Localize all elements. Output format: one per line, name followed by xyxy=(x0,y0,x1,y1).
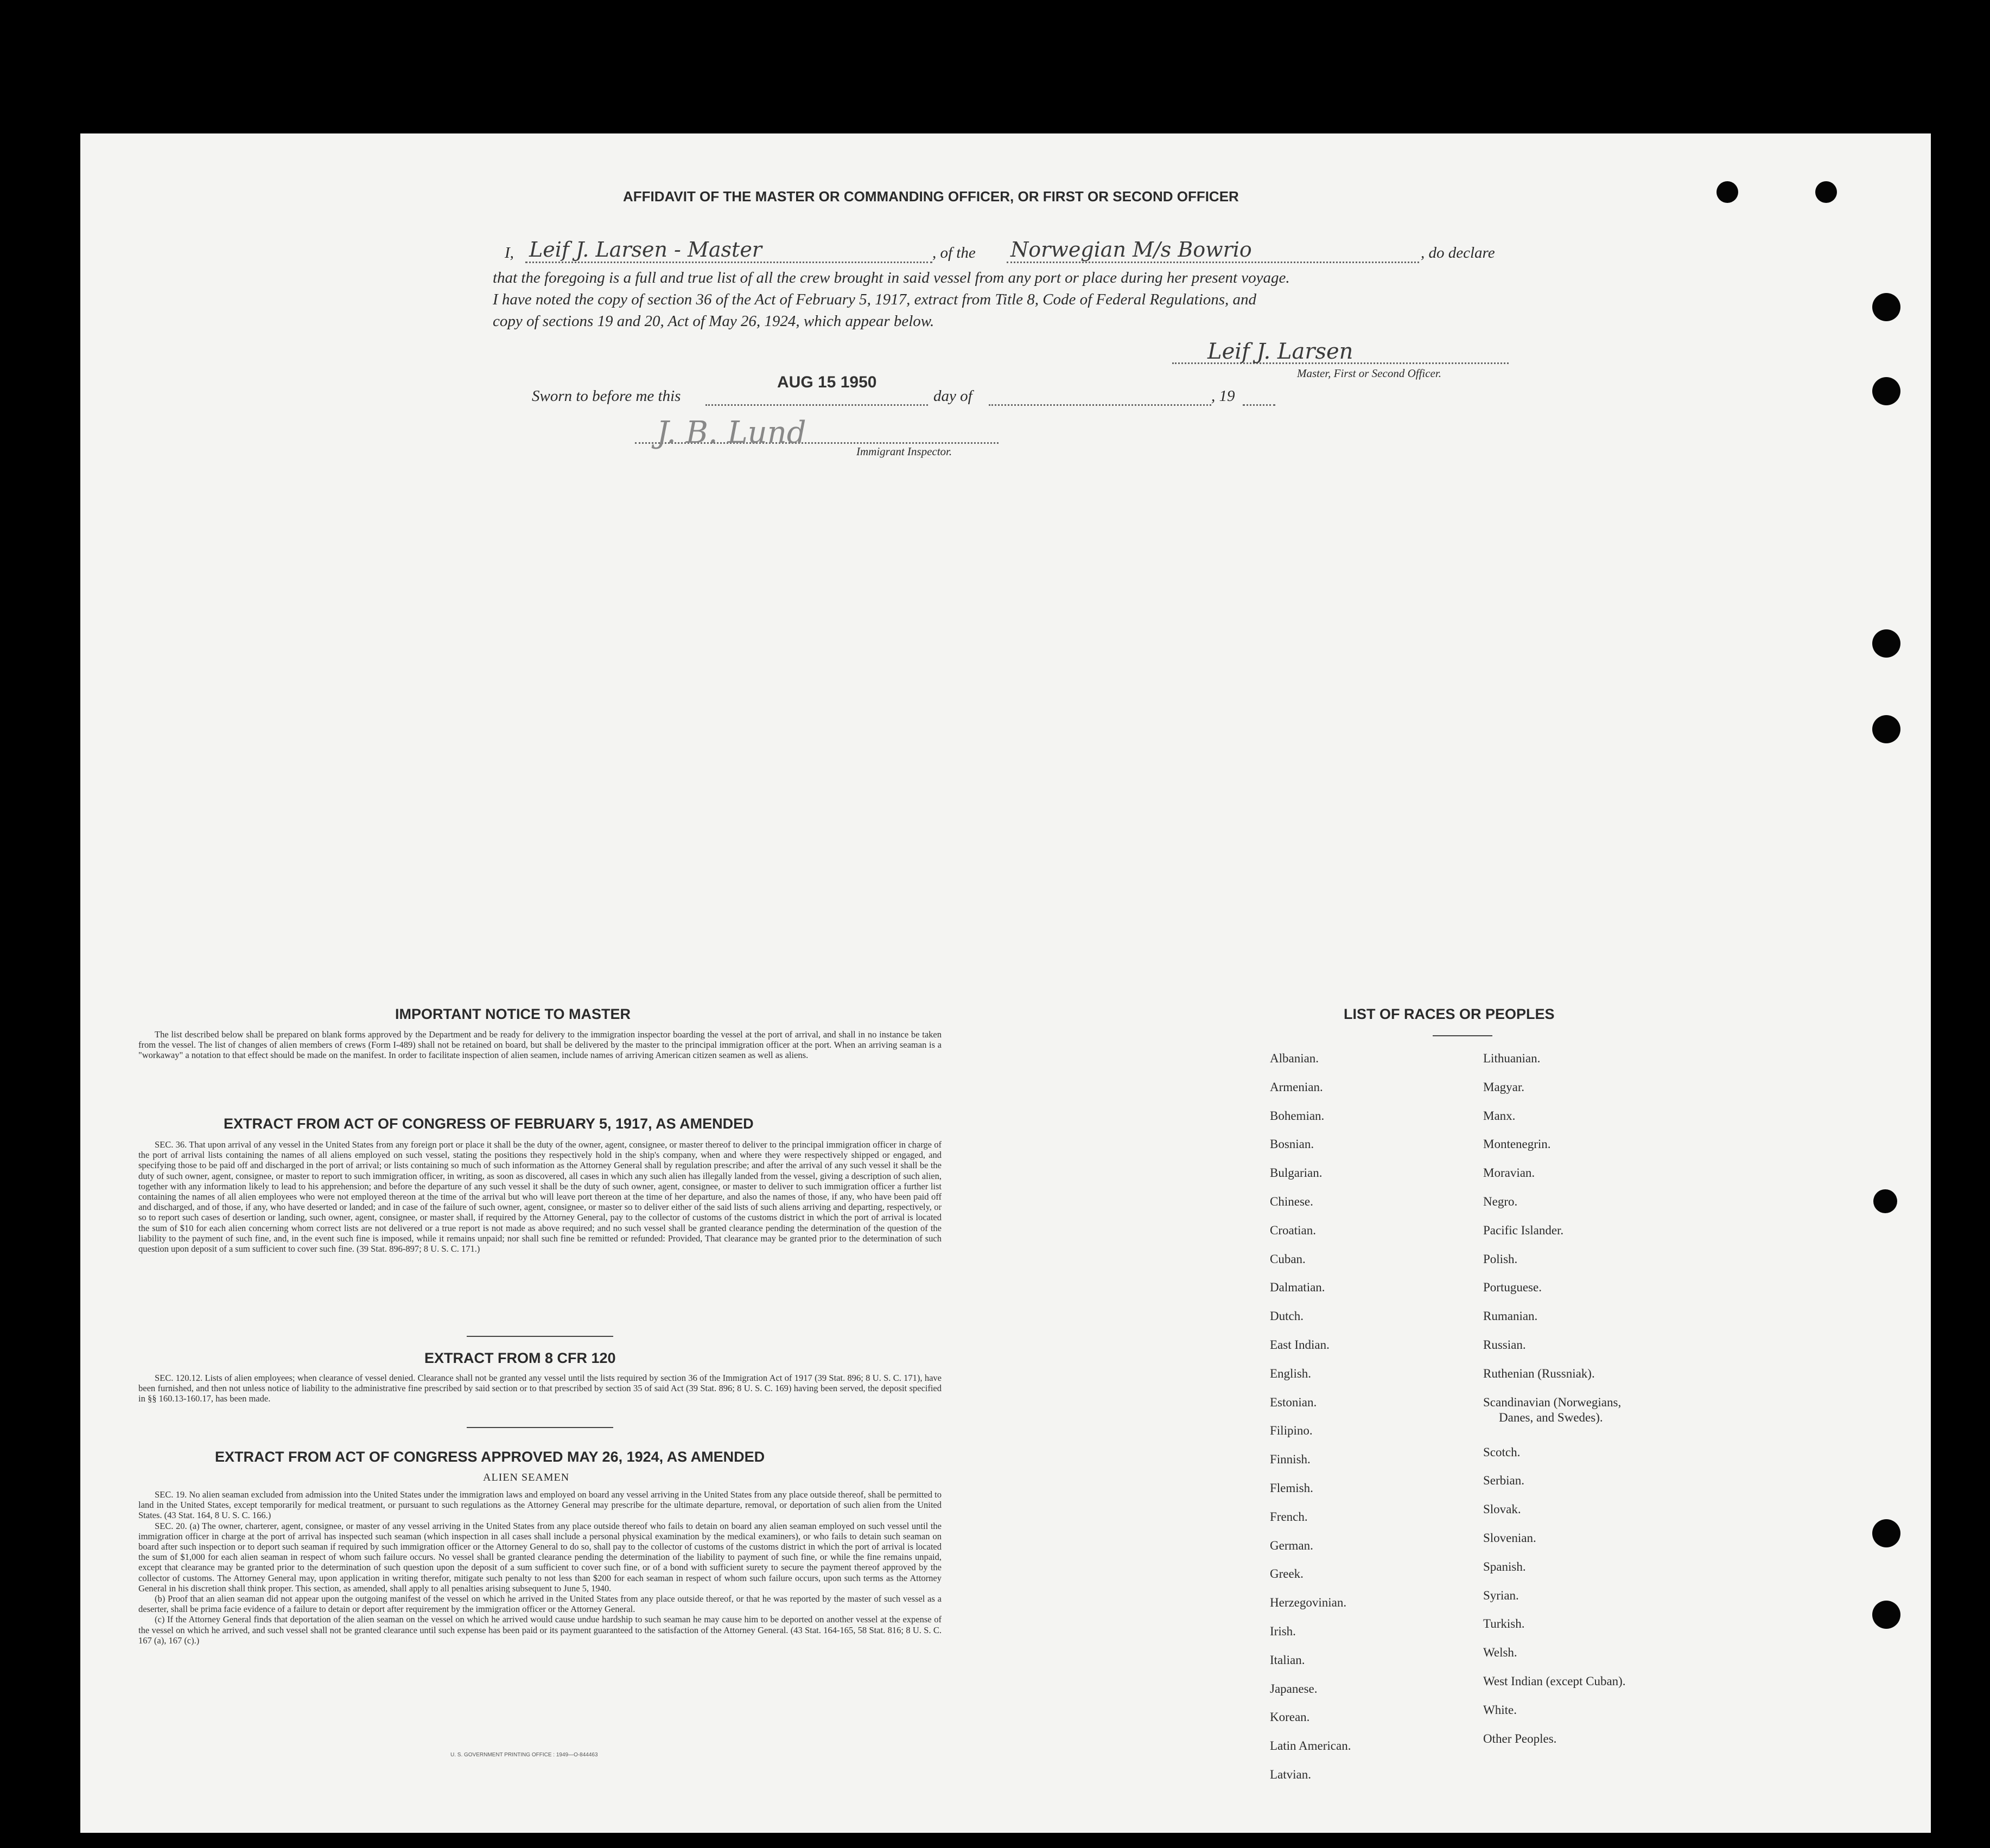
race-item: German. xyxy=(1270,1539,1313,1552)
sworn-month-line xyxy=(989,404,1211,406)
extract-1917-title: EXTRACT FROM ACT OF CONGRESS OF FEBRUARY 5, 1917, AS AMENDED xyxy=(224,1116,754,1132)
printing-office-note: U. S. GOVERNMENT PRINTING OFFICE : 1949—O-844463 xyxy=(450,1752,598,1758)
race-item: Latin American. xyxy=(1270,1739,1351,1753)
race-item: Greek. xyxy=(1270,1567,1304,1581)
inspector-caption: Immigrant Inspector. xyxy=(856,445,952,458)
affidavit-intro-i: I, xyxy=(505,244,514,262)
race-item: Rumanian. xyxy=(1483,1309,1538,1323)
sworn-year-line xyxy=(1243,404,1275,406)
race-item: Korean. xyxy=(1270,1710,1310,1724)
binder-hole xyxy=(1815,181,1837,203)
binder-hole xyxy=(1872,377,1900,405)
race-item: Serbian. xyxy=(1483,1474,1525,1487)
race-item: Italian. xyxy=(1270,1653,1305,1667)
extract-cfr-paragraph: SEC. 120.12. Lists of alien employees; when clearance of vessel denied. Clearance shall not be granted any vessel until the lists required by section 36 of the Immigration Act of 1917 (39 Stat. 896; 8 U. S. C. 171), have been furnished, and then not unless notice of liability to the administrative fine prescribed by said section or to that prescribed by section 35 of said Act (39 Stat. 896; 8 U. S. C. 169) having been served, the deposit specified in §§ 160.13-160.17, has been made. xyxy=(138,1373,942,1404)
race-item: Bulgarian. xyxy=(1270,1166,1323,1180)
race-item: Flemish. xyxy=(1270,1481,1313,1495)
race-item: Danes, and Swedes). xyxy=(1499,1411,1603,1424)
extract-cfr-title: EXTRACT FROM 8 CFR 120 xyxy=(424,1350,616,1366)
races-title: LIST OF RACES OR PEOPLES xyxy=(1344,1006,1555,1022)
master-name-handwritten: Leif J. Larsen - Master xyxy=(529,238,762,262)
divider xyxy=(1433,1035,1492,1036)
race-item: Chinese. xyxy=(1270,1195,1313,1208)
day-of: day of xyxy=(933,387,972,405)
race-item: Portuguese. xyxy=(1483,1280,1542,1294)
race-item: Estonian. xyxy=(1270,1395,1317,1409)
extract-1924-title: EXTRACT FROM ACT OF CONGRESS APPROVED MAY 26, 1924, AS AMENDED xyxy=(215,1449,765,1465)
extract-1924-sec19: SEC. 19. No alien seaman excluded from admission into the United States under the immigration laws and employed on board any vessel arriving in the United States from any place outside thereof, shall be permitted to land in the United States, except temporarily for medical treatment, or pursuant to such regulations as the Attorney General may prescribe for the ultimate departure, removal, or deportation of such alien from the United States. (43 Stat. 164, 8 U. S. C. 166.) xyxy=(138,1489,942,1521)
race-item: Irish. xyxy=(1270,1624,1296,1638)
race-item: Slovak. xyxy=(1483,1502,1521,1516)
race-item: Croatian. xyxy=(1270,1223,1316,1237)
race-item: Russian. xyxy=(1483,1338,1526,1352)
notice-title: IMPORTANT NOTICE TO MASTER xyxy=(395,1006,631,1022)
vessel-name-line xyxy=(1007,262,1419,263)
race-item: East Indian. xyxy=(1270,1338,1330,1352)
extract-1924-subtitle: ALIEN SEAMEN xyxy=(483,1471,570,1483)
affidavit-do-declare: , do declare xyxy=(1421,244,1495,262)
divider xyxy=(467,1336,613,1337)
race-item: Armenian. xyxy=(1270,1080,1323,1094)
race-item: Montenegrin. xyxy=(1483,1137,1551,1151)
race-item: Filipino. xyxy=(1270,1424,1313,1437)
affidavit-line-2: that the foregoing is a full and true list of all the crew brought in said vessel from any port or place during her present voyage. xyxy=(493,269,1290,286)
race-item: Latvian. xyxy=(1270,1768,1311,1781)
binder-hole xyxy=(1872,715,1900,743)
race-item: Bosnian. xyxy=(1270,1137,1314,1151)
extract-1917-paragraph: SEC. 36. That upon arrival of any vessel in the United States from any foreign port or place it shall be the duty of the owner, agent, consignee, or master thereof to deliver to the principal immigration officer in charge of the port of arrival lists containing the names of all aliens employed on such vessel, stating the positions they respectively hold in the ship's company, when and where they were respectively shipped or engaged, and specifying those to be paid off and discharged in the port of arrival; or lists containing so much of such information as the Attorney General shall by regulation prescribe; and after the arrival of any such vessel it shall be the duty of such owner, agent, consignee, or master to report to such immigration officer, in writing, as soon as discovered, all cases in which any such alien has illegally landed from the vessel, giving a description of such alien, together with any information likely to lead to his apprehension; and before the departure of any such vessel it shall be the duty of such owner, agent, consignee, or master to deliver to such immigration officer a further list containing the names of all alien employees who were not employed thereon at the time of the arrival but who will leave port thereon at the time of her departure, and also the names of those, if any, who have been paid off and discharged, and of those, if any, who have deserted or landed; and in case of the failure of such owner, agent, consignee, or master so to deliver either of the said lists of such aliens arriving and departing, respectively, or so to report such cases of desertion or landing, such owner, agent, consignee, or master shall, if required by the Attorney General, pay to the collector of customs of the customs district in which the port of arrival is located the sum of $10 for each alien concerning whom correct lists are not delivered or a true report is not made as above required; and no such vessel shall be granted clearance pending the determination of the question of the liability to the payment of such fine, and, in the event such fine is imposed, while it remains unpaid; nor shall such fine be remitted or refunded: Provided, That clearance may be granted prior to the determination of such question upon deposit of a sum sufficient to cover such fine. (39 Stat. 896-897; 8 U. S. C. 171.) xyxy=(138,1139,942,1254)
affidavit-line-3: I have noted the copy of section 36 of the Act of February 5, 1917, extract from Title 8, Code of Federal Regulations, and xyxy=(493,291,1257,308)
vessel-handwritten: Norwegian M/s Bowrio xyxy=(1010,238,1252,262)
race-item: West Indian (except Cuban). xyxy=(1483,1674,1626,1688)
sworn-prefix: Sworn to before me this xyxy=(532,387,681,405)
race-item: Lithuanian. xyxy=(1483,1052,1541,1065)
year-prefix: , 19 xyxy=(1211,387,1235,405)
sworn-day-line xyxy=(705,404,928,406)
divider xyxy=(467,1427,613,1428)
race-item: Syrian. xyxy=(1483,1589,1519,1602)
race-item: Turkish. xyxy=(1483,1617,1525,1630)
extract-1917-body xyxy=(138,1139,942,1254)
affidavit-of-the: , of the xyxy=(932,244,976,262)
notice-paragraph: The list described below shall be prepared on blank forms approved by the Department and be ready for delivery to the immigration inspector boarding the vessel at the port of arrival, and shall in no instance be taken from the vessel. The list of changes of alien members of crews (Form I-489) shall not be retained on board, but shall be delivered by the master to the principal immigration officer at the port. When an arriving seaman is a "workaway" a notation to that effect should be made on the manifest. In order to facilitate inspection of alien seamen, include names of arriving American citizen seamen as well as aliens. xyxy=(138,1029,942,1061)
binder-hole xyxy=(1716,181,1738,203)
race-item: Herzegovinian. xyxy=(1270,1596,1347,1609)
race-item: Magyar. xyxy=(1483,1080,1525,1094)
race-item: Welsh. xyxy=(1483,1646,1517,1659)
affidavit-line-4: copy of sections 19 and 20, Act of May 26, 1924, which appear below. xyxy=(493,313,934,330)
master-signature-handwritten: Leif J. Larsen xyxy=(1207,339,1353,364)
master-name-line xyxy=(525,262,932,263)
signature-caption: Master, First or Second Officer. xyxy=(1297,367,1441,380)
race-item: Dalmatian. xyxy=(1270,1280,1325,1294)
extract-1924-body xyxy=(138,1489,942,1646)
race-item: Slovenian. xyxy=(1483,1531,1536,1545)
race-item: Albanian. xyxy=(1270,1052,1319,1065)
race-item: Scandinavian (Norwegians, xyxy=(1483,1395,1622,1409)
race-item: Ruthenian (Russniak). xyxy=(1483,1367,1595,1380)
race-item: French. xyxy=(1270,1510,1308,1524)
race-item: Dutch. xyxy=(1270,1309,1304,1323)
race-item: Moravian. xyxy=(1483,1166,1535,1180)
race-item: White. xyxy=(1483,1703,1517,1717)
extract-1924-sec20c: (c) If the Attorney General finds that deportation of the alien seaman on the vessel on which he arrived would cause undue hardship to such seaman he may cause him to be deported on another vessel at the expense of the vessel on which he arrived, and such vessel shall not be granted clearance until such expense has been paid or its payment guaranteed to the satisfaction of the Attorney General. (43 Stat. 164-165, 58 Stat. 816; 8 U. S. C. 167 (a), 167 (c).) xyxy=(138,1614,942,1646)
race-item: Spanish. xyxy=(1483,1560,1526,1573)
race-item: Scotch. xyxy=(1483,1445,1521,1459)
race-item: Manx. xyxy=(1483,1109,1516,1123)
race-item: Cuban. xyxy=(1270,1252,1306,1266)
race-item: Polish. xyxy=(1483,1252,1518,1266)
extract-1924-sec20b: (b) Proof that an alien seaman did not appear upon the outgoing manifest of the vessel on which he arrived in the United States from any place outside thereof, or that he was reported by the master of such vessel as a deserter, shall be prima facie evidence of a failure to detain or deport after requirement by the immigration officer or the Attorney General. xyxy=(138,1594,942,1615)
binder-hole xyxy=(1872,293,1900,321)
notice-body xyxy=(138,1029,942,1061)
race-item: Pacific Islander. xyxy=(1483,1223,1564,1237)
binder-hole xyxy=(1872,1519,1900,1547)
date-stamp: AUG 15 1950 xyxy=(777,373,877,391)
race-item: English. xyxy=(1270,1367,1312,1380)
binder-hole xyxy=(1872,629,1900,658)
extract-cfr-body xyxy=(138,1373,942,1404)
extract-1924-sec20a: SEC. 20. (a) The owner, charterer, agent, consignee, or master of any vessel arriving in the United States from any place outside thereof who fails to detain on board any alien seaman employed on such vessel until the immigration officer in charge at the port of arrival has inspected such seaman (which inspection in all cases shall include a personal physical examination by the medical examiners), or who fails to detain such seaman on board after such inspection or to deport such seaman if required by such immigration officer or the Attorney General to do so, shall pay to the collector of customs of the customs district in which the port of arrival is located the sum of $1,000 for each alien seaman in respect of whom such failure occurs. No vessel shall be granted clearance pending the determination of the liability to payment of such fine, or while the fine remains unpaid, except that clearance may be granted prior to the determination of such question upon the deposit of a sum sufficient to cover such fine, or of a bond with sufficient surety to secure the payment thereof approved by the collector of customs. The Attorney General may, upon application in writing therefor, mitigate such penalty to not less than $200 for each seaman in respect of whom such failure occurs, upon such terms as the Attorney General in his discretion shall think proper. This section, as amended, shall apply to all penalties arising subsequent to June 5, 1940. xyxy=(138,1520,942,1594)
race-item: Japanese. xyxy=(1270,1682,1318,1696)
binder-hole xyxy=(1873,1189,1897,1213)
race-item: Bohemian. xyxy=(1270,1109,1325,1123)
inspector-signature-handwritten: J. B. Lund xyxy=(657,415,806,450)
affidavit-title: AFFIDAVIT OF THE MASTER OR COMMANDING OFFICER, OR FIRST OR SECOND OFFICER xyxy=(623,188,1239,205)
race-item: Finnish. xyxy=(1270,1452,1311,1466)
binder-hole xyxy=(1872,1601,1900,1629)
race-item: Other Peoples. xyxy=(1483,1732,1557,1745)
race-item: Negro. xyxy=(1483,1195,1518,1208)
